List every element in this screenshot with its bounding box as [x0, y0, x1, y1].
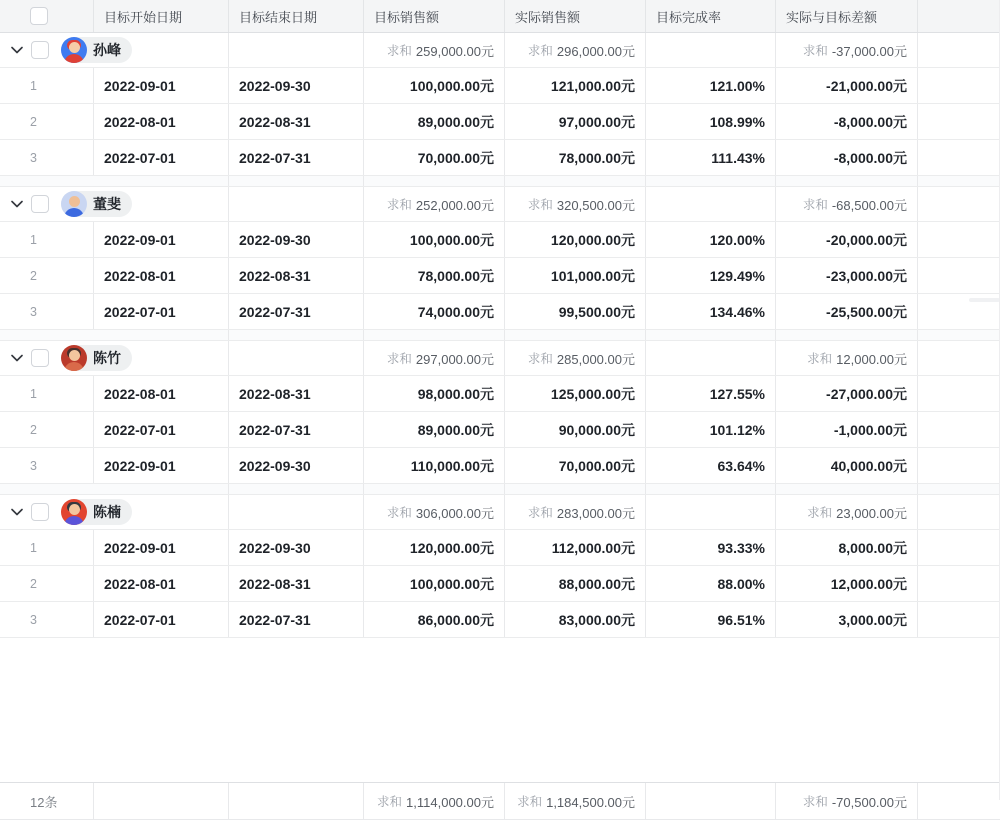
cell-end-date[interactable]: 2022-08-31	[229, 258, 364, 293]
group-empty-cell	[229, 187, 364, 221]
cell-end-date[interactable]: 2022-09-30	[229, 448, 364, 483]
cell-actual-sales[interactable]: 101,000.00元	[505, 258, 646, 293]
column-header-target[interactable]: 目标销售额	[364, 0, 505, 32]
table-header-row	[0, 0, 1000, 33]
row-index: 3	[0, 448, 94, 483]
group-gap	[0, 176, 1000, 187]
table-row	[0, 376, 1000, 412]
group-checkbox[interactable]	[31, 349, 49, 367]
cell-difference[interactable]: -8,000.00元	[776, 140, 918, 175]
group-sum-actual: 求和 283,000.00元	[505, 495, 646, 529]
table-row	[0, 602, 1000, 638]
cell-actual-sales[interactable]: 112,000.00元	[505, 530, 646, 565]
row-index: 3	[0, 294, 94, 329]
cell-completion-rate[interactable]: 127.55%	[646, 376, 776, 411]
column-header-actual[interactable]: 实际销售额	[505, 0, 646, 32]
cell-actual-sales[interactable]: 121,000.00元	[505, 68, 646, 103]
group-name: 董斐	[93, 196, 121, 212]
row-index: 1	[0, 376, 94, 411]
table-footer-row	[0, 782, 1000, 820]
row-index: 1	[0, 530, 94, 565]
group-sum-diff: 求和 12,000.00元	[776, 341, 918, 375]
cell-difference[interactable]: 40,000.00元	[776, 448, 918, 483]
cell-target-sales[interactable]: 70,000.00元	[364, 140, 505, 175]
group-header-row	[0, 341, 1000, 376]
cell-target-sales[interactable]: 89,000.00元	[364, 412, 505, 447]
group-header-row	[0, 187, 1000, 222]
cell-actual-sales[interactable]: 83,000.00元	[505, 602, 646, 637]
group-gap	[0, 330, 1000, 341]
cell-start-date[interactable]: 2022-07-01	[94, 412, 229, 447]
cell-start-date[interactable]: 2022-09-01	[94, 448, 229, 483]
cell-actual-sales[interactable]: 125,000.00元	[505, 376, 646, 411]
cell-target-sales[interactable]: 98,000.00元	[364, 376, 505, 411]
cell-actual-sales[interactable]: 88,000.00元	[505, 566, 646, 601]
cell-actual-sales[interactable]: 78,000.00元	[505, 140, 646, 175]
footer-sum-target: 求和 1,114,000.00元	[364, 783, 505, 820]
cell-target-sales[interactable]: 110,000.00元	[364, 448, 505, 483]
cell-end-date[interactable]: 2022-07-31	[229, 140, 364, 175]
group-empty-cell	[646, 33, 776, 67]
cell-end-date[interactable]: 2022-09-30	[229, 222, 364, 257]
avatar	[61, 345, 87, 371]
cell-completion-rate[interactable]: 63.64%	[646, 448, 776, 483]
group-empty-cell	[229, 341, 364, 375]
group-checkbox[interactable]	[31, 195, 49, 213]
cell-start-date[interactable]: 2022-08-01	[94, 258, 229, 293]
column-header-rate[interactable]: 目标完成率	[646, 0, 776, 32]
table-row	[0, 412, 1000, 448]
table-row	[0, 222, 1000, 258]
group-name: 陈竹	[93, 350, 121, 366]
cell-start-date[interactable]: 2022-07-01	[94, 140, 229, 175]
group-empty-cell	[229, 33, 364, 67]
row-index: 3	[0, 140, 94, 175]
cell-end-date[interactable]: 2022-07-31	[229, 294, 364, 329]
row-index: 3	[0, 602, 94, 637]
cell-target-sales[interactable]: 86,000.00元	[364, 602, 505, 637]
cell-start-date[interactable]: 2022-09-01	[94, 530, 229, 565]
group-sum-target: 求和 259,000.00元	[364, 33, 505, 67]
column-header-diff[interactable]: 实际与目标差额	[776, 0, 918, 32]
row-index: 1	[0, 222, 94, 257]
cell-actual-sales[interactable]: 97,000.00元	[505, 104, 646, 139]
cell-difference[interactable]: 12,000.00元	[776, 566, 918, 601]
group-header-row	[0, 495, 1000, 530]
group-sum-diff: 求和 -37,000.00元	[776, 33, 918, 67]
cell-target-sales[interactable]: 100,000.00元	[364, 68, 505, 103]
group-header-row	[0, 33, 1000, 68]
cell-completion-rate[interactable]: 134.46%	[646, 294, 776, 329]
header-select-all-cell	[0, 0, 94, 32]
column-header-end[interactable]: 目标结束日期	[229, 0, 364, 32]
group-sum-diff: 求和 23,000.00元	[776, 495, 918, 529]
group-sum-target: 求和 297,000.00元	[364, 341, 505, 375]
footer-empty-cell	[94, 783, 229, 820]
group-sum-actual: 求和 285,000.00元	[505, 341, 646, 375]
group-title-cell	[0, 495, 229, 529]
select-all-checkbox[interactable]	[30, 7, 48, 25]
group-checkbox[interactable]	[31, 41, 49, 59]
group-title-cell	[0, 187, 229, 221]
group-name: 陈楠	[93, 504, 121, 520]
header-filler	[918, 0, 1000, 32]
cell-target-sales[interactable]: 100,000.00元	[364, 222, 505, 257]
cell-target-sales[interactable]: 89,000.00元	[364, 104, 505, 139]
row-index: 1	[0, 68, 94, 103]
group-user-pill[interactable]	[61, 191, 132, 217]
record-count: 12条	[0, 783, 94, 820]
cell-end-date[interactable]: 2022-07-31	[229, 602, 364, 637]
cell-start-date[interactable]: 2022-09-01	[94, 68, 229, 103]
row-index: 2	[0, 104, 94, 139]
cell-actual-sales[interactable]: 70,000.00元	[505, 448, 646, 483]
group-user-pill[interactable]	[61, 345, 132, 371]
cell-difference[interactable]: -8,000.00元	[776, 104, 918, 139]
group-title-cell	[0, 33, 229, 67]
cell-difference[interactable]: 8,000.00元	[776, 530, 918, 565]
cell-completion-rate[interactable]: 129.49%	[646, 258, 776, 293]
chevron-down-icon[interactable]	[10, 43, 24, 57]
group-sum-diff: 求和 -68,500.00元	[776, 187, 918, 221]
group-title-cell	[0, 341, 229, 375]
cell-target-sales[interactable]: 78,000.00元	[364, 258, 505, 293]
cell-completion-rate[interactable]: 111.43%	[646, 140, 776, 175]
cell-difference[interactable]: -1,000.00元	[776, 412, 918, 447]
cell-start-date[interactable]: 2022-08-01	[94, 376, 229, 411]
group-empty-cell	[646, 495, 776, 529]
cell-target-sales[interactable]: 100,000.00元	[364, 566, 505, 601]
cell-difference[interactable]: -25,500.00元	[776, 294, 918, 329]
cell-completion-rate[interactable]: 108.99%	[646, 104, 776, 139]
table-row	[0, 68, 1000, 104]
table-row	[0, 104, 1000, 140]
cell-difference[interactable]: 3,000.00元	[776, 602, 918, 637]
cell-actual-sales[interactable]: 99,500.00元	[505, 294, 646, 329]
footer-empty-cell	[229, 783, 364, 820]
cell-end-date[interactable]: 2022-07-31	[229, 412, 364, 447]
cell-difference[interactable]: -20,000.00元	[776, 222, 918, 257]
table-row	[0, 258, 1000, 294]
group-empty-cell	[646, 187, 776, 221]
row-index: 2	[0, 258, 94, 293]
cell-start-date[interactable]: 2022-09-01	[94, 222, 229, 257]
avatar	[61, 191, 87, 217]
row-index: 2	[0, 566, 94, 601]
group-checkbox[interactable]	[31, 503, 49, 521]
footer-sum-actual: 求和 1,184,500.00元	[505, 783, 646, 820]
cell-completion-rate[interactable]: 120.00%	[646, 222, 776, 257]
cell-difference[interactable]: -27,000.00元	[776, 376, 918, 411]
chevron-down-icon[interactable]	[10, 197, 24, 211]
row-index: 2	[0, 412, 94, 447]
avatar	[61, 499, 87, 525]
group-sum-target: 求和 252,000.00元	[364, 187, 505, 221]
cell-end-date[interactable]: 2022-09-30	[229, 68, 364, 103]
avatar	[61, 37, 87, 63]
group-sum-actual: 求和 320,500.00元	[505, 187, 646, 221]
footer-empty-cell	[646, 783, 776, 820]
cell-target-sales[interactable]: 74,000.00元	[364, 294, 505, 329]
footer-sum-diff: 求和 -70,500.00元	[776, 783, 918, 820]
cell-difference[interactable]: -21,000.00元	[776, 68, 918, 103]
cell-target-sales[interactable]: 120,000.00元	[364, 530, 505, 565]
cell-start-date[interactable]: 2022-08-01	[94, 566, 229, 601]
chevron-down-icon[interactable]	[10, 351, 24, 365]
cell-end-date[interactable]: 2022-08-31	[229, 104, 364, 139]
group-gap	[0, 484, 1000, 495]
scrollbar-thumb[interactable]	[969, 298, 1000, 302]
group-name: 孙峰	[93, 42, 121, 58]
cell-end-date[interactable]: 2022-08-31	[229, 566, 364, 601]
cell-actual-sales[interactable]: 120,000.00元	[505, 222, 646, 257]
cell-end-date[interactable]: 2022-08-31	[229, 376, 364, 411]
cell-start-date[interactable]: 2022-08-01	[94, 104, 229, 139]
cell-completion-rate[interactable]: 96.51%	[646, 602, 776, 637]
group-empty-cell	[646, 341, 776, 375]
cell-completion-rate[interactable]: 121.00%	[646, 68, 776, 103]
cell-actual-sales[interactable]: 90,000.00元	[505, 412, 646, 447]
table-row	[0, 140, 1000, 176]
cell-end-date[interactable]: 2022-09-30	[229, 530, 364, 565]
table-row	[0, 448, 1000, 484]
cell-start-date[interactable]: 2022-07-01	[94, 602, 229, 637]
cell-completion-rate[interactable]: 101.12%	[646, 412, 776, 447]
cell-difference[interactable]: -23,000.00元	[776, 258, 918, 293]
cell-completion-rate[interactable]: 93.33%	[646, 530, 776, 565]
group-user-pill[interactable]	[61, 499, 132, 525]
group-sum-target: 求和 306,000.00元	[364, 495, 505, 529]
cell-completion-rate[interactable]: 88.00%	[646, 566, 776, 601]
table-row	[0, 530, 1000, 566]
group-empty-cell	[229, 495, 364, 529]
group-user-pill[interactable]	[61, 37, 132, 63]
cell-start-date[interactable]: 2022-07-01	[94, 294, 229, 329]
footer-filler	[918, 783, 1000, 820]
group-sum-actual: 求和 296,000.00元	[505, 33, 646, 67]
column-header-start[interactable]: 目标开始日期	[94, 0, 229, 32]
empty-area	[0, 638, 1000, 782]
chevron-down-icon[interactable]	[10, 505, 24, 519]
table-row	[0, 294, 1000, 330]
table-row	[0, 566, 1000, 602]
